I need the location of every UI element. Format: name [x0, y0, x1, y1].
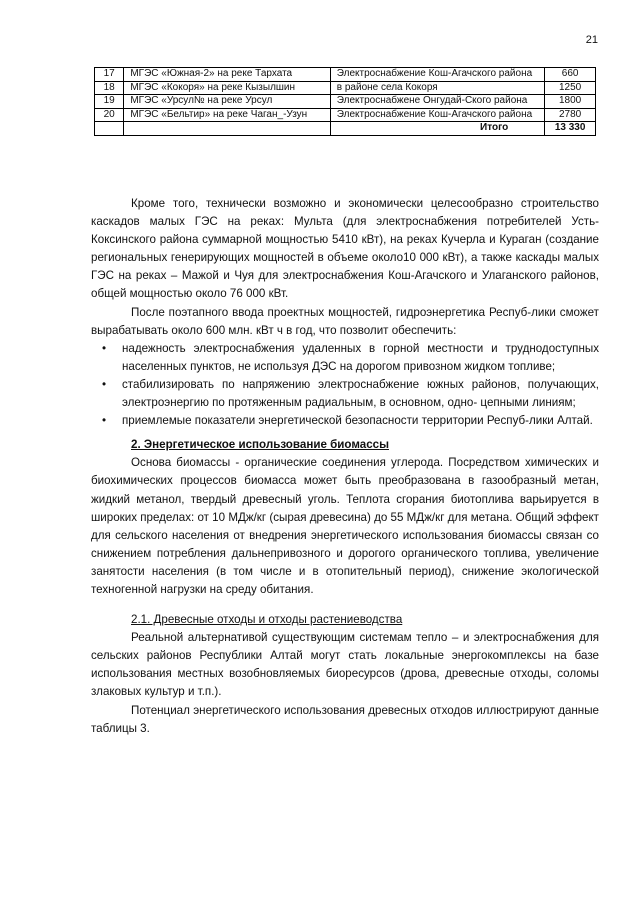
- hydro-stations-table: [94, 67, 596, 136]
- table-row: [95, 68, 596, 82]
- station-power: 1800: [545, 95, 596, 109]
- station-name: МГЭС «Кокоря» на реке Кызылшин: [124, 81, 330, 95]
- total-label: Итого: [330, 122, 544, 136]
- section-heading: 2. Энергетическое использование биомассы: [131, 438, 389, 452]
- total-value: 13 330: [545, 122, 596, 136]
- document-body: [91, 195, 599, 738]
- paragraph: После поэтапного ввода проектных мощностей, гидроэнергетика Респуб-лики сможет вырабатывать около 600 млн. кВт ч в год, что позволит обеспечить:: [91, 305, 599, 337]
- row-number: 17: [95, 68, 124, 82]
- station-power: 2780: [545, 108, 596, 122]
- list-item: • приемлемые показатели энергетической безопасности территории Респуб-лики Алтай.: [91, 412, 599, 430]
- table-row: [95, 95, 596, 109]
- empty-cell: [124, 122, 330, 136]
- paragraph: Основа биомассы - органические соединения углерода. Посредством химических и биохимических процессов биомасса может быть преобразована в газообразный метан, жидкий метанол, твердый древесный уголь. Теплота сгорания биотоплива варьируется в широких пределах: от 10 МДж/кг (сырая древесина) до 55 МДж/кг для метана. Общий эффект для сельского населения от внедрения энергетического использования биомассы связан со снижением потребления дальнепривозного и дорогого органического топлива, увеличение занятости населения (в том числе и в отопительный период), снижение экологической техногенной нагрузки на среду обитания.: [91, 456, 599, 596]
- station-purpose: Электроснабжение Кош-Агачского района: [330, 108, 544, 122]
- station-power: 660: [545, 68, 596, 82]
- table-row: [95, 108, 596, 122]
- station-name: МГЭС «Урсул№ на реке Урсул: [124, 95, 330, 109]
- page-number: 21: [585, 34, 598, 46]
- paragraph: Потенциал энергетического использования древесных отходов иллюстрируют данные таблицы 3.: [91, 703, 599, 735]
- subsection-heading: 2.1. Древесные отходы и отходы растениеводства: [131, 613, 403, 627]
- station-purpose: Электроснабжение Кош-Агачского района: [330, 68, 544, 82]
- station-name: МГЭС «Бельтир» на реке Чаган_-Узун: [124, 108, 330, 122]
- table-row: [95, 81, 596, 95]
- station-name: МГЭС «Южная-2» на реке Тархата: [124, 68, 330, 82]
- list-item: • надежность электроснабжения удаленных в горной местности и труднодоступных населенных пунктов, не используя ДЭС на дорогом привозном жидком топливе;: [91, 340, 599, 376]
- station-power: 1250: [545, 81, 596, 95]
- station-purpose: Электроснабжене Онгудай-Ского района: [330, 95, 544, 109]
- list-item: • стабилизировать по напряжению электроснабжение южных районов, получающих, электроэнергию по протяженным радиальным, в основном, одно- цепными линиям;: [91, 376, 599, 412]
- paragraph: Кроме того, технически возможно и экономически целесообразно строительство каскадов малых ГЭС на реках: Мульта (для электроснабжения потребителей Усть-Коксинского района суммарной мощностью 5410 кВт), на реках Кучерла и Кураган (создание региональных генерирующих мощностей в объеме около10 000 кВт), а также каскады малых ГЭС на реках – Мажой и Чуя для электроснабжения Кош-Агачского и Улаганского районов, общей мощностью около 76 000 кВт.: [91, 197, 599, 301]
- empty-cell: [95, 122, 124, 136]
- row-number: 18: [95, 81, 124, 95]
- table-total-row: [95, 122, 596, 136]
- station-purpose: в районе села Кокоря: [330, 81, 544, 95]
- row-number: 19: [95, 95, 124, 109]
- paragraph: Реальной альтернативой существующим системам тепло – и электроснабжения для сельских районов Республики Алтай могут стать локальные энергокомплексы на базе использования местных возобновляемых биоресурсов (дрова, древесные отходы, соломы злаковых культур и т.п.).: [91, 631, 599, 699]
- bullet-list: [91, 340, 599, 430]
- row-number: 20: [95, 108, 124, 122]
